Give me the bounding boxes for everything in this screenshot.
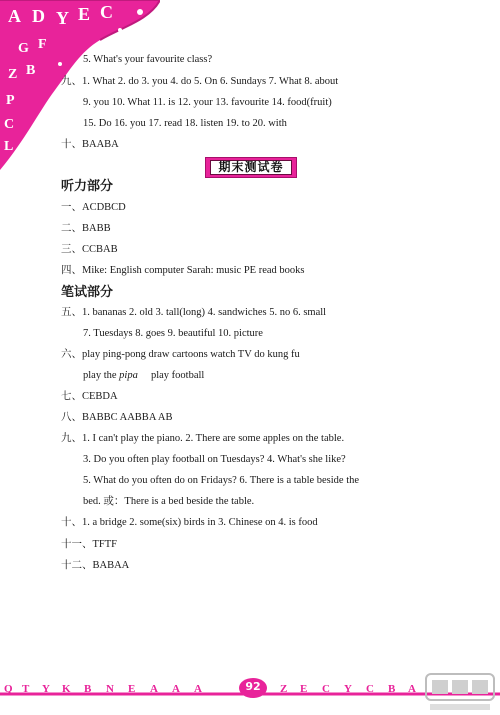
answer-line: 九、1. What 2. do 3. you 4. do 5. On 6. Sundays 7. What 8. about — [61, 76, 339, 87]
section-heading-listening: 听力部分 — [61, 179, 114, 194]
answer-line: 3. Do you often play football on Tuesdays? 4. What's she like? — [83, 454, 346, 465]
svg-text:A: A — [194, 683, 202, 695]
svg-text:T: T — [22, 683, 30, 695]
answer-line: 十一、TFTF — [61, 539, 118, 550]
pipa-word: pipa — [119, 370, 138, 381]
svg-text:N: N — [106, 683, 114, 695]
answer-line: 十、BAABA — [61, 139, 119, 150]
svg-text:E: E — [128, 683, 136, 695]
banner-title: 期末测试卷 — [218, 160, 284, 174]
svg-text:Y: Y — [344, 683, 352, 695]
svg-text:B: B — [84, 683, 92, 695]
answer-line: 十二、BABAA — [61, 560, 130, 571]
answer-line: 八、BABBC AABBA AB — [61, 412, 173, 423]
answer-line: 七、CEBDA — [61, 391, 118, 402]
answer-line: bed. 或：There is a bed beside the table. — [83, 496, 255, 507]
svg-text:E: E — [78, 4, 91, 24]
svg-text:F: F — [38, 37, 47, 52]
answer-line: 5. What do you often do on Fridays? 6. There is a table beside the — [83, 475, 360, 486]
answer-line: 九、1. I can't play the piano. 2. There are some apples on the table. — [61, 433, 345, 444]
answer-line: 15. Do 16. you 17. read 18. listen 19. to 20. with — [83, 118, 287, 129]
svg-text:C: C — [322, 683, 330, 695]
svg-text:B: B — [26, 63, 36, 78]
answer-line: 六、play ping-pong draw cartoons watch TV do kung fu — [61, 349, 300, 360]
svg-text:G: G — [18, 41, 29, 56]
answer-line: 四、Mike: English computer Sarah: music PE read books — [61, 265, 305, 276]
page-number: 92 — [245, 680, 261, 693]
answer-line: 9. you 10. What 11. is 12. your 13. favourite 14. food(fruit) — [83, 97, 332, 108]
answer-line: 一、ACDBCD — [61, 202, 126, 213]
answer-line: 五、1. bananas 2. old 3. tall(long) 4. sandwiches 5. no 6. small — [61, 307, 327, 318]
section-banner — [196, 154, 306, 180]
svg-text:A: A — [8, 6, 21, 26]
svg-text:A: A — [150, 683, 158, 695]
svg-text:Z: Z — [8, 67, 18, 82]
svg-text:A: A — [408, 683, 416, 695]
svg-text:L: L — [4, 139, 14, 154]
section-heading-written: 笔试部分 — [61, 285, 114, 300]
answer-line: 二、BABB — [61, 223, 111, 234]
svg-text:Y: Y — [56, 8, 69, 28]
svg-text:B: B — [388, 683, 396, 695]
svg-text:D: D — [32, 6, 45, 26]
svg-text:C: C — [100, 2, 113, 22]
svg-text:Z: Z — [280, 683, 288, 695]
answer-line: 7. Tuesdays 8. goes 9. beautiful 10. picture — [83, 328, 263, 339]
svg-text:A: A — [172, 683, 180, 695]
answer-line-pipa: play the pipa play football — [83, 370, 205, 381]
watermark-logo — [420, 670, 500, 715]
answer-line: 十、1. a bridge 2. some(six) birds in 3. Chinese on 4. is food — [61, 517, 318, 528]
svg-text:K: K — [62, 683, 71, 695]
svg-text:P: P — [6, 93, 15, 108]
svg-text:E: E — [300, 683, 308, 695]
svg-text:C: C — [4, 117, 15, 132]
answer-line: 三、CCBAB — [61, 244, 118, 255]
svg-text:Y: Y — [42, 683, 50, 695]
svg-text:C: C — [366, 683, 374, 695]
answer-line: 5. What's your favourite class? — [83, 54, 213, 65]
svg-text:Q: Q — [4, 683, 13, 695]
